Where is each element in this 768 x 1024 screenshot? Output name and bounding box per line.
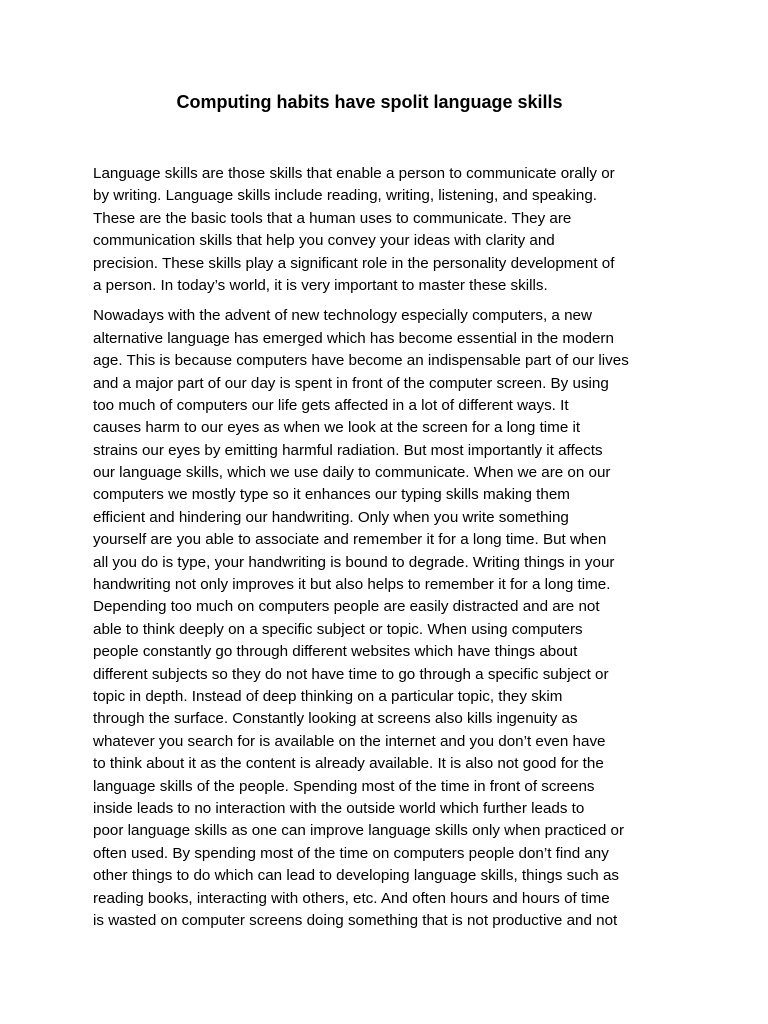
text-line: often used. By spending most of the time on computers people don’t find any	[93, 844, 609, 862]
text-line: age. This is because computers have become an indispensable part of our lives	[93, 352, 629, 370]
text-line: through the surface. Constantly looking at screens also kills ingenuity as	[93, 710, 578, 728]
text-line: a person. In today’s world, it is very important to master these skills.	[93, 276, 548, 294]
text-line: by writing. Language skills include reading, writing, listening, and speaking.	[93, 187, 598, 205]
text-line: efficient and hindering our handwriting. Only when you write something	[93, 508, 569, 526]
text-line: is wasted on computer screens doing something that is not productive and not	[93, 911, 618, 929]
text-line: handwriting not only improves it but also helps to remember it for a long time.	[93, 576, 611, 594]
text-line: different subjects so they do not have time to go through a specific subject or	[93, 665, 609, 683]
text-line: language skills of the people. Spending most of the time in front of screens	[93, 777, 595, 795]
text-line: topic in depth. Instead of deep thinking on a particular topic, they skim	[93, 687, 563, 705]
text-line: precision. These skills play a significant role in the personality development of	[93, 254, 615, 272]
text-line: causes harm to our eyes as when we look at the screen for a long time it	[93, 419, 581, 437]
text-line: communication skills that help you convey your ideas with clarity and	[93, 232, 555, 250]
document-title: Computing habits have spolit language skills	[176, 92, 563, 112]
text-line: people constantly go through different websites which have things about	[93, 643, 578, 661]
text-line: Nowadays with the advent of new technology especially computers, a new	[93, 307, 592, 325]
text-line: inside leads to no interaction with the outside world which further leads to	[93, 799, 585, 817]
text-line: strains our eyes by emitting harmful radiation. But most importantly it affects	[93, 441, 603, 459]
text-line: too much of computers our life gets affected in a lot of different ways. It	[93, 396, 569, 414]
text-line: alternative language has emerged which has become essential in the modern	[93, 329, 614, 347]
paragraph-1	[93, 163, 673, 297]
text-line: other things to do which can lead to developing language skills, things such as	[93, 867, 619, 885]
text-line: yourself are you able to associate and remember it for a long time. But when	[93, 531, 607, 549]
text-line: Depending too much on computers people are easily distracted and are not	[93, 598, 600, 616]
text-line: These are the basic tools that a human uses to communicate. They are	[93, 209, 572, 227]
paragraph-2	[93, 305, 673, 932]
text-line: our language skills, which we use daily to communicate. When we are on our	[93, 464, 611, 482]
text-line: and a major part of our day is spent in front of the computer screen. By using	[93, 374, 609, 392]
text-line: reading books, interacting with others, etc. And often hours and hours of time	[93, 889, 610, 907]
text-line: poor language skills as one can improve language skills only when practiced or	[93, 822, 625, 840]
text-line: Language skills are those skills that enable a person to communicate orally or	[93, 165, 615, 182]
text-line: whatever you search for is available on the internet and you don’t even have	[93, 732, 606, 750]
text-line: able to think deeply on a specific subject or topic. When using computers	[93, 620, 583, 638]
text-line: to think about it as the content is already available. It is also not good for the	[93, 755, 604, 773]
document-body	[93, 163, 673, 940]
text-line: computers we mostly type so it enhances our typing skills making them	[93, 486, 570, 504]
text-line: all you do is type, your handwriting is bound to degrade. Writing things in your	[93, 553, 615, 571]
